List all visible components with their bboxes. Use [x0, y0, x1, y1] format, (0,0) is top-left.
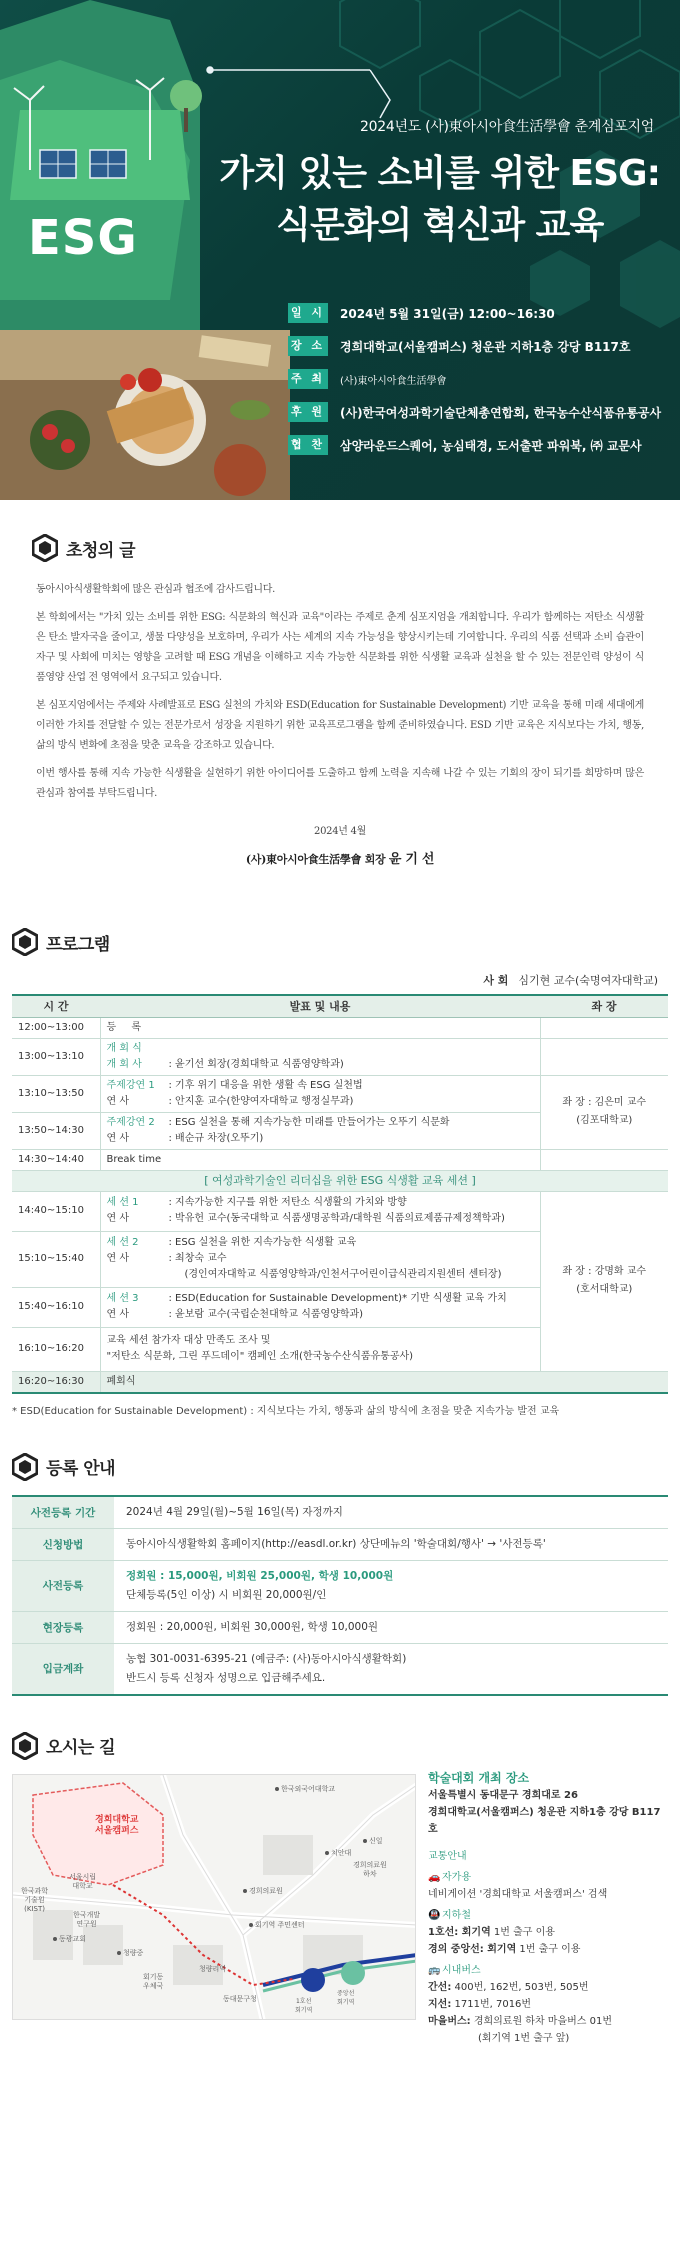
row-label: Break time — [106, 1153, 162, 1165]
directions — [416, 1770, 668, 2047]
subway-line: 경의 중앙선: 회기역 — [428, 1943, 517, 1955]
row-value — [114, 1611, 668, 1643]
row-label: 개 회 식 — [106, 1042, 142, 1054]
row-content — [100, 1149, 540, 1170]
table-row — [12, 1191, 668, 1231]
map-label-station2: 중앙선 회기역 — [337, 1989, 355, 2006]
hero-title-line1: 가치 있는 소비를 위한 ESG: — [219, 153, 660, 194]
row-value — [114, 1496, 668, 1529]
row-value — [114, 1528, 668, 1560]
mode-label: 자가용 — [442, 1871, 471, 1883]
map-label-text: 치안대 — [331, 1848, 352, 1857]
map-label-foreign — [275, 1785, 335, 1794]
info-value: 삼양라운드스퀘어, 농심태경, 도서출판 파워북, ㈜ 교문사 — [340, 438, 642, 453]
hero-title-line2: 식문화의 혁신과 교육 — [276, 205, 604, 246]
row-text: : ESG 실천을 위한 지속가능한 식생활 교육 — [168, 1237, 357, 1248]
session-row — [12, 1170, 668, 1191]
bus-numbers: 1711번, 7016번 — [451, 1998, 532, 2010]
row-content — [100, 1112, 540, 1149]
subway-exit: 1번 출구 이용 — [516, 1943, 581, 1955]
signup-link[interactable]: 동아시아식생활학회 홈페이지(http://easdl.or.kr) 상단메뉴의 '학술대회/행사' → '사전등록' — [126, 1537, 546, 1550]
venue-title: 학술대회 개최 장소 — [428, 1770, 530, 1785]
bus-type: 마을버스: — [428, 2015, 471, 2027]
map-label-dongdaemun: 동대문구청 — [223, 1994, 257, 2003]
table-row — [12, 1528, 668, 1560]
chair-cell-1 — [540, 1075, 668, 1149]
location-heading — [12, 1726, 668, 1766]
info-venue — [288, 335, 661, 357]
bus-numbers: 400번, 162번, 503번, 505번 — [451, 1981, 589, 1993]
row-text: 반드시 등록 신청자 성명으로 입금해주세요. — [126, 1671, 326, 1684]
row-time: 15:10~15:40 — [12, 1231, 100, 1287]
subway-exit: 1번 출구 이용 — [490, 1926, 555, 1938]
row-content — [100, 1231, 540, 1287]
row-chair — [540, 1017, 668, 1038]
row-label: 사전등록 기간 — [12, 1496, 114, 1529]
registration-heading — [12, 1447, 668, 1487]
row-text: 교육 세션 참가자 대상 만족도 조사 및 — [106, 1335, 271, 1346]
bus-type: 간선: — [428, 1981, 452, 1993]
map-label-text: 경희의료원 — [249, 1886, 283, 1895]
row-chair — [540, 1149, 668, 1170]
row-chair — [540, 1038, 668, 1075]
mode-subway — [428, 1907, 668, 1924]
car-text: 네비게이션 '경희대학교 서울캠퍼스' 검색 — [428, 1888, 608, 1900]
row-label: 폐회식 — [106, 1375, 136, 1387]
section-title: 초청의 글 — [66, 540, 136, 561]
row-text: : 윤기선 회장(경희대학교 식품영양학과) — [168, 1058, 344, 1070]
row-text: : ESG 실천을 통해 지속가능한 미래를 만들어가는 오뚜기 식문화 — [168, 1116, 450, 1128]
table-row — [12, 1075, 668, 1112]
program-heading — [12, 922, 668, 962]
campus-map[interactable] — [12, 1774, 416, 2020]
map-label-hospital2 — [249, 1921, 305, 1930]
bus-line2 — [428, 1996, 668, 2013]
mode-label: 시내버스 — [442, 1964, 481, 1976]
row-text: (경인여자대학교 식품영양학과/인천서구어린이급식관리지원센터 센터장) — [184, 1269, 502, 1280]
car-icon: 🚗 — [428, 1871, 441, 1883]
row-label: 연 사 — [106, 1132, 129, 1144]
map-label-text: 청량중 — [123, 1948, 144, 1957]
table-row — [12, 1611, 668, 1643]
row-label: 연 사 — [106, 1095, 129, 1107]
chair-name: 좌 장 : 김은미 교수 — [562, 1097, 647, 1108]
section-title: 등록 안내 — [46, 1459, 116, 1479]
subway-line1 — [428, 1924, 668, 1941]
mode-car — [428, 1869, 668, 1886]
row-text: : 기후 위기 대응을 위한 생활 속 ESG 실천법 — [168, 1079, 363, 1091]
row-label: 연 사 — [106, 1309, 129, 1320]
table-row — [12, 1371, 668, 1393]
table-row — [12, 1560, 668, 1611]
event-info — [288, 302, 661, 467]
welcome-paragraph: 동아시아식생활학회에 많은 관심과 협조에 감사드립니다. — [36, 584, 276, 595]
row-text: 정회원 : 20,000원, 비회원 30,000원, 학생 10,000원 — [126, 1620, 379, 1633]
bus-icon: 🚌 — [428, 1964, 441, 1976]
bus-line3 — [428, 2013, 668, 2030]
header-chair: 좌 장 — [540, 995, 668, 1017]
transport-title: 교통안내 — [428, 1850, 467, 1862]
row-label: 세 션 2 — [106, 1237, 139, 1248]
chair-name: 좌 장 : 강명화 교수 — [562, 1266, 647, 1277]
row-label: 주제강연 2 — [106, 1116, 155, 1128]
row-content — [100, 1191, 540, 1231]
bus-numbers: 경희의료원 하차 마을버스 01번 — [470, 2015, 612, 2027]
map-label-kist: 한국과학 기술원 (KIST) — [21, 1886, 49, 1913]
map-label-chungnyang: 청량리역 — [199, 1964, 227, 1973]
hexagon-icon — [32, 534, 58, 562]
row-time: 13:10~13:50 — [12, 1075, 100, 1112]
row-label: 개 회 사 — [106, 1058, 142, 1070]
welcome-paragraph: 본 학회에서는 "가치 있는 소비를 위한 ESG: 식문화의 혁신과 교육"이라는 주제로 춘계 심포지엄을 개최합니다. 우리가 함께하는 저탄소 식생활은 탄소 발자국을 줄이고, 생물 다양성을 보호하며, 우리가 사는 세계의 지속 가능성을 향상시키는데 기여합니다. 우리의 식품 선택과 소비 습관이 자구 및 사회에 미치는 영향을 고려할 때 ESG 개념을 이해하고 지속 가능한 식문화를 위한 식생활 교육과 실천을 할 수 있는 전문인력 양성이 식품영양 산업 전 영역에서 요구되고 있습니다. — [36, 612, 644, 683]
info-tag: 협 찬 — [288, 435, 328, 455]
row-time: 12:00~13:00 — [12, 1017, 100, 1038]
row-text: : 지속가능한 지구를 위한 저탄소 식생활의 가치와 방향 — [168, 1197, 407, 1208]
row-label: 입금계좌 — [12, 1643, 114, 1695]
header-content: 발표 및 내용 — [100, 995, 540, 1017]
info-tag: 주 최 — [288, 369, 328, 389]
row-content — [100, 1017, 540, 1038]
info-value: (사)東아시아食生活學會 — [340, 375, 447, 387]
row-time: 15:40~16:10 — [12, 1287, 100, 1327]
sign-name: 윤 기 선 — [388, 852, 435, 867]
map-label-campus: 경희대학교 서울캠퍼스 — [95, 1814, 139, 1836]
moderator-label: 사 회 — [483, 974, 509, 987]
esg-logo-text: ESG — [28, 210, 138, 266]
row-text: 정회원 : 15,000원, 비회원 25,000원, 학생 10,000원 — [126, 1569, 394, 1582]
table-header — [12, 995, 668, 1017]
mode-label: 지하철 — [442, 1909, 471, 1921]
table-row — [12, 1149, 668, 1170]
subway-icon: 🚇 — [428, 1909, 441, 1921]
row-time: 14:40~15:10 — [12, 1191, 100, 1231]
location-section — [0, 1726, 680, 2087]
row-text: : 배순규 차장(오뚜기) — [168, 1132, 264, 1144]
table-row — [12, 1017, 668, 1038]
welcome-paragraph: 본 심포지엄에서는 주제와 사례발표로 ESG 실천의 가치와 ESD(Education for Sustainable Development) 기반 교육을 통해 미래 세대에게 이러한 가치를 전달할 수 있는 전문가로서 성장을 지원하기 위한 교육프로그램을 함께 준비하였습니다. ESD 기반 교육은 지식보다는 가치, 행동, 삶의 방식 변화에 초점을 맞춘 교육을 강조하고 있습니다. — [36, 700, 644, 751]
info-datetime — [288, 302, 661, 324]
hexagon-icon — [12, 1453, 38, 1481]
row-value — [114, 1560, 668, 1611]
welcome-date: 2024년 4월 — [314, 826, 366, 837]
row-label: 세 션 3 — [106, 1293, 139, 1304]
row-label: 신청방법 — [12, 1528, 114, 1560]
section-title: 오시는 길 — [46, 1738, 116, 1758]
bus-line4: (회기역 1번 출구 앞) — [478, 2032, 570, 2044]
row-label: 연 사 — [106, 1253, 129, 1264]
map-label-sinnae — [363, 1837, 383, 1846]
info-tag: 장 소 — [288, 336, 328, 356]
map-label-station1: 1호선 회기역 — [295, 1997, 313, 2014]
map-label-text: 동광교회 — [59, 1934, 87, 1943]
row-text: : 최창숙 교수 — [168, 1253, 227, 1264]
bus-line1 — [428, 1979, 668, 1996]
row-label: 세 션 1 — [106, 1197, 139, 1208]
header-time: 시 간 — [12, 995, 100, 1017]
welcome-section — [0, 500, 680, 870]
section-title: 프로그램 — [46, 934, 110, 955]
table-row — [12, 1643, 668, 1695]
map-label-school — [117, 1949, 143, 1958]
program-section — [0, 922, 680, 1417]
row-content — [100, 1038, 540, 1075]
hexagon-icon — [12, 928, 38, 956]
row-time: 16:10~16:20 — [12, 1327, 100, 1371]
chair-affiliation: (김포대학교) — [576, 1115, 633, 1126]
table-row — [12, 1038, 668, 1075]
info-cosponsor — [288, 434, 661, 456]
location-body — [12, 1770, 668, 2047]
row-text: : 안지훈 교수(한양여자대학교 행정실무과) — [168, 1095, 354, 1107]
moderator — [12, 962, 668, 994]
map-graphic — [13, 1775, 416, 2020]
row-text: : 윤보람 교수(국립순천대학교 식품영양학과) — [168, 1309, 364, 1320]
map-label-mall — [53, 1935, 86, 1944]
row-text: : 박유헌 교수(동국대학교 식품생명공학과/대학원 식품의료제품규제정책학과) — [168, 1213, 505, 1224]
row-text: 2024년 4월 29일(월)~5월 16일(목) 자정까지 — [126, 1505, 343, 1518]
esd-footnote: * ESD(Education for Sustainable Development) : 지식보다는 가치, 행동과 삶의 방식에 초점을 맞춘 지속가능 발전 교육 — [12, 1405, 560, 1417]
row-content — [100, 1075, 540, 1112]
sign-prefix: (사)東아시아食生活學會 회장 — [245, 853, 386, 866]
hero-subtitle: 2024년도 (사)東아시아食生活學會 춘계심포지엄 — [360, 119, 654, 135]
row-text: 단체등록(5인 이상) 시 비회원 20,000원/인 — [126, 1588, 327, 1601]
table-row — [12, 1496, 668, 1529]
bus-type: 지선: — [428, 1998, 452, 2010]
info-tag: 후 원 — [288, 402, 328, 422]
session-title: [ 여성과학기술인 리더십을 위한 ESG 식생활 교육 세션 ] — [12, 1170, 668, 1191]
map-label-hanyang: 서울시립 대학교 — [69, 1872, 97, 1890]
row-content — [100, 1327, 540, 1371]
venue-address: 서울특별시 동대문구 경희대로 26 — [428, 1789, 578, 1801]
row-time: 14:30~14:40 — [12, 1149, 100, 1170]
map-label-hospital — [243, 1887, 283, 1896]
map-label-text: 한국외국어대학교 — [281, 1784, 336, 1793]
info-host — [288, 368, 661, 390]
map-label-text: 신일 — [369, 1836, 383, 1845]
welcome-paragraph: 이번 행사를 통해 지속 가능한 식생활을 실현하기 위한 아이디어를 도출하고 함께 노력을 지속해 나갈 수 있는 기회의 장이 되기를 희망하며 많은 관심과 참여를 부탁드립니다. — [36, 768, 644, 799]
welcome-signature — [36, 850, 644, 870]
row-value — [114, 1643, 668, 1695]
chair-cell-2 — [540, 1191, 668, 1371]
row-time: 13:50~14:30 — [12, 1112, 100, 1149]
row-content — [100, 1371, 668, 1393]
row-label: 연 사 — [106, 1213, 129, 1224]
row-text: "저탄소 식문화, 그린 푸드데이" 캠페인 소개(한국농수산식품유통공사) — [106, 1351, 414, 1362]
row-label: 주제강연 1 — [106, 1079, 155, 1091]
row-label: 등 록 — [106, 1021, 147, 1033]
program-table — [12, 994, 668, 1394]
info-value: 2024년 5월 31일(금) 12:00~16:30 — [340, 306, 555, 321]
info-value: (사)한국여성과학기술단체총연합회, 한국농수산식품유통공사 — [340, 405, 662, 420]
row-label: 사전등록 — [12, 1560, 114, 1611]
mode-bus — [428, 1962, 668, 1979]
welcome-heading — [32, 528, 644, 568]
info-tag: 일 시 — [288, 303, 328, 323]
map-label-kaist: 한국개발 연구원 — [73, 1910, 101, 1928]
registration-table — [12, 1495, 668, 1696]
hexagon-icon — [12, 1732, 38, 1760]
registration-section — [0, 1447, 680, 1696]
map-label-wedding: 경희의료원 하차 — [353, 1860, 387, 1878]
row-time: 16:20~16:30 — [12, 1371, 100, 1393]
map-label-police — [325, 1849, 351, 1858]
subway-line: 1호선: 회기역 — [428, 1926, 491, 1938]
row-content — [100, 1287, 540, 1327]
row-text: 농협 301-0031-6395-21 (예금주: (사)동아시아식생활학회) — [126, 1652, 407, 1665]
hero-banner — [0, 0, 680, 500]
row-label: 현장등록 — [12, 1611, 114, 1643]
info-value: 경희대학교(서울캠퍼스) 청운관 지하1층 강당 B117호 — [340, 339, 631, 354]
moderator-name: 심기현 교수(숙명여자대학교) — [518, 974, 658, 987]
row-text: : ESD(Education for Sustainable Development)* 기반 식생활 교육 가치 — [168, 1293, 507, 1304]
hero-title — [219, 148, 660, 252]
venue-room: 경희대학교(서울캠퍼스) 청운관 지하1층 강당 B117호 — [428, 1806, 661, 1835]
chair-affiliation: (호서대학교) — [576, 1284, 633, 1295]
map-label-postoffice: 회기동 우체국 — [143, 1972, 164, 1990]
row-time: 13:00~13:10 — [12, 1038, 100, 1075]
map-label-text: 회기역 주민센터 — [255, 1920, 305, 1929]
subway-line2 — [428, 1941, 668, 1958]
info-sponsor — [288, 401, 661, 423]
